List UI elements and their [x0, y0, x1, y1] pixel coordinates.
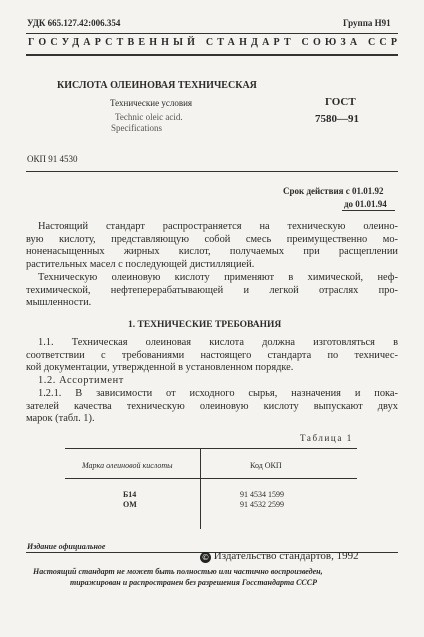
copyright-line — [200, 550, 359, 563]
section-heading: 1. ТЕХНИЧЕСКИЕ ТРЕБОВАНИЯ — [128, 320, 282, 330]
document-subtitle: Технические условия — [110, 98, 193, 108]
text-line: марок (табл. 1). — [26, 413, 95, 425]
english-title-line1: Technic oleic acid. — [115, 112, 183, 122]
gost-label: ГОСТ — [325, 96, 356, 108]
table-row-1-grade: Б14 — [123, 490, 137, 499]
english-title-line2: Specifications — [111, 123, 162, 133]
reproduction-notice-line1: Настоящий стандарт не может быть полностью или частично воспроизведен, — [33, 567, 323, 576]
table-row-1-okp: 91 4534 1599 — [240, 490, 284, 499]
paragraph-1-1 — [26, 337, 398, 375]
text-line: мышленности. — [26, 297, 92, 309]
text-line: растительных масел с последующей дистилляцией. — [26, 259, 255, 271]
text-line: кой документации, утвержденной в установленном порядке. — [26, 362, 294, 374]
header-rule-bottom — [26, 54, 398, 56]
standard-banner: ГОСУДАРСТВЕННЫЙ СТАНДАРТ СОЮЗА ССР — [28, 37, 402, 48]
text-line: ноненасыщенных жирных кислот, получаемых при расщеплении — [26, 246, 398, 258]
table-caption: Таблица 1 — [300, 433, 353, 443]
copyright-text: Издательство стандартов, 1992 — [213, 550, 359, 562]
table-rule-top — [65, 448, 357, 449]
paragraph-1-2-1 — [26, 388, 398, 426]
okp-code: ОКП 91 4530 — [27, 154, 78, 164]
table-row-2-okp: 91 4532 2599 — [240, 500, 284, 509]
reproduction-notice-line2: тиражирован и распространен без разрешения Госстандарта СССР — [70, 578, 317, 587]
table-column-divider — [200, 448, 201, 529]
table-row-2-grade: ОМ — [123, 500, 137, 509]
text-line: соответствии с требованиями настоящего стандарта по техничес- — [26, 349, 398, 361]
text-line: Техническую олеиновую кислоту применяют в химической, неф- — [38, 272, 398, 283]
okp-rule — [26, 171, 398, 172]
text-line: 1.1. Техническая олеиновая кислота должна изготовляться в — [38, 337, 398, 348]
intro-paragraph-1 — [26, 221, 398, 272]
document-title: КИСЛОТА ОЛЕИНОВАЯ ТЕХНИЧЕСКАЯ — [57, 80, 257, 91]
text-line: Настоящий стандарт распространяется на техническую олеино- — [38, 221, 398, 232]
group-code: Группа Н91 — [343, 18, 391, 28]
text-line: 1.2.1. В зависимости от исходного сырья, назначения и пока- — [38, 388, 398, 399]
validity-from: Срок действия с 01.01.92 — [283, 186, 384, 196]
table-header-okp: Код ОКП — [250, 461, 282, 470]
text-line: зателей качества техническую олеиновую кислоту выпускают двух — [26, 400, 398, 412]
intro-paragraph-2 — [26, 272, 398, 310]
paragraph-1-2 — [26, 375, 398, 388]
text-line: 1.2. Ассортимент — [38, 375, 124, 386]
header-rule-top — [26, 33, 398, 34]
gost-number: 7580—91 — [315, 113, 359, 125]
table-header-grade: Марка олеиновой кислоты — [82, 461, 173, 470]
validity-underline — [342, 210, 395, 211]
edition-label: Издание официальное — [27, 542, 106, 551]
text-line: вую кислоту, представляющую собой смесь преимущественно мо- — [26, 233, 398, 245]
copyright-icon: © — [201, 553, 210, 562]
text-line: техимической, нефтеперерабатывающей и легкой отраслях про- — [26, 284, 398, 296]
validity-to: до 01.01.94 — [344, 199, 387, 209]
udk-code: УДК 665.127.42:006.354 — [27, 18, 121, 28]
table-rule-header — [65, 478, 357, 479]
